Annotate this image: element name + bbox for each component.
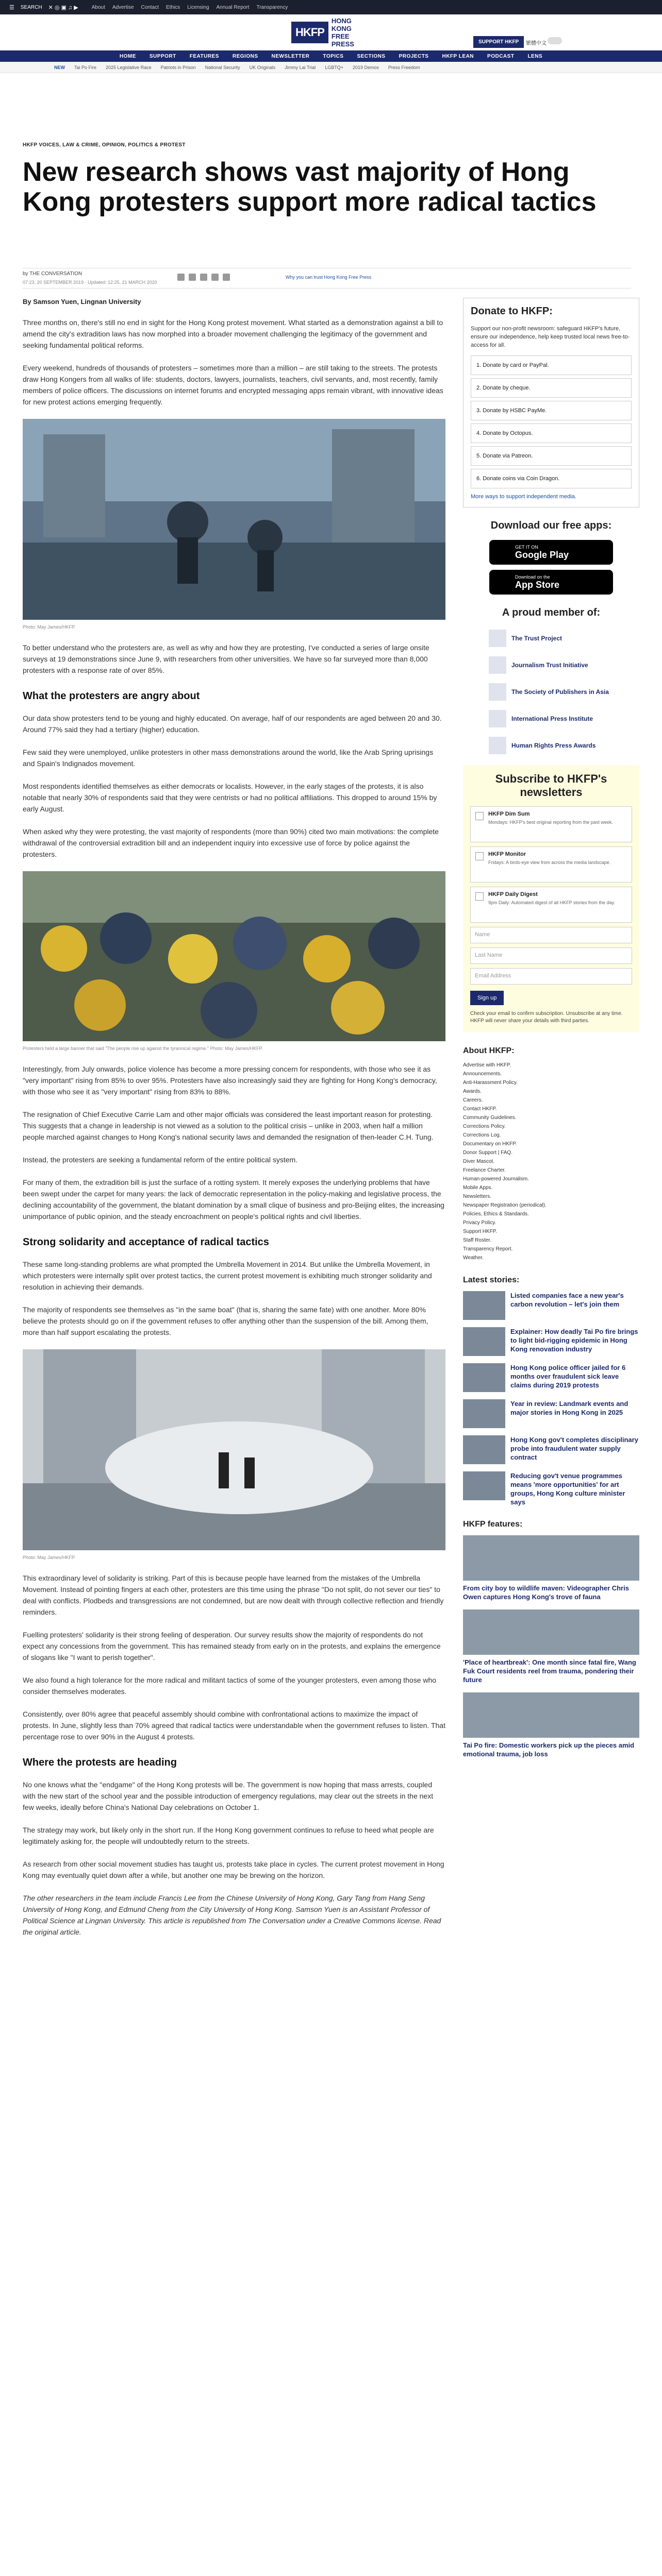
about-link[interactable]: Weather. xyxy=(463,1255,484,1261)
section-heading: Strong solidarity and acceptance of radical tactics xyxy=(23,1236,269,1248)
social-icons[interactable]: ✕ ◎ ▣ ♫ ▶ xyxy=(48,4,78,11)
trending-link[interactable]: LGBTQ+ xyxy=(325,64,343,70)
paragraph: Most respondents identified themselves as either democrats or localists. However, in the early stages of the protests, it is also notable that nearly 30% of respondents said that they were centrists or had no political affiliations. This dropped to around 15% by early August. xyxy=(23,782,437,813)
about-link[interactable]: Mobile Apps. xyxy=(463,1185,493,1191)
about-link[interactable]: Staff Roster. xyxy=(463,1238,491,1243)
paragraph: Fuelling protesters' solidarity is their strong feeling of desperation. Our survey results show the majority of respondents do not expect any concessions from the government. This has remained steady from early on in the protests, and explains the emergence of slogans like "I want to perish together". xyxy=(23,1631,441,1662)
about-link[interactable]: Transparency Report. xyxy=(463,1246,513,1252)
latest-title: Latest stories: xyxy=(463,1276,520,1284)
section-heading: What the protesters are angry about xyxy=(23,690,200,702)
about-link[interactable]: Freelance Charter. xyxy=(463,1167,506,1173)
trending-bar xyxy=(0,62,662,73)
latest-story[interactable] xyxy=(463,1471,639,1506)
story-title[interactable]: Hong Kong police officer jailed for 6 months over fraudulent sick leave claims during 2019 protests xyxy=(510,1364,626,1389)
nav-regions[interactable]: REGIONS xyxy=(232,53,258,59)
about-link[interactable]: Community Guidelines. xyxy=(463,1115,517,1121)
story-title[interactable]: Year in review: Landmark events and major stories in Hong Kong in 2025 xyxy=(510,1400,628,1416)
trust-link[interactable]: Why you can trust Hong Kong Free Press xyxy=(286,275,372,280)
checkbox[interactable] xyxy=(475,892,484,901)
about-link[interactable]: Newspaper Registration (periodical). xyxy=(463,1202,547,1208)
member-logo[interactable]: The Society of Publishers in Asia xyxy=(489,681,639,703)
about-title: About HKFP: xyxy=(463,1046,515,1055)
search-button[interactable]: SEARCH xyxy=(20,4,42,10)
about-section xyxy=(463,1046,639,1262)
about-link[interactable]: Privacy Policy. xyxy=(463,1220,496,1226)
about-link[interactable]: Awards. xyxy=(463,1089,482,1094)
about-link[interactable]: Advertise with HKFP. xyxy=(463,1062,511,1068)
email-input[interactable]: Email Address xyxy=(470,968,632,985)
paragraph: Three months on, there's still no end in sight for the Hong Kong protest movement. What started as a demonstration against a bill to amend the city's extradition laws has now morphed into a broader movement challenging the legitimacy of the government and seeking fundamental political reforms. xyxy=(23,318,443,349)
paragraph: Our data show protesters tend to be young and highly educated. On average, half of our respondents are aged between 20 and 30. Around 77% said they had a tertiary (higher) education. xyxy=(23,714,442,734)
paragraph: Every weekend, hundreds of thousands of protesters – sometimes more than a million – are still taking to the streets. The protests draw Hong Kongers from all walks of life: students, doctors, lawyers, journalists, teachers, civil servants, and, most recently, family members of police officers. The discussions on internet forums and encrypted messaging apps remain vibrant, with innovative ideas for new protest actions emerging frequently. xyxy=(23,364,443,406)
features-title: HKFP features: xyxy=(463,1520,523,1529)
about-link[interactable]: Diver Mascot. xyxy=(463,1159,495,1164)
latest-story[interactable] xyxy=(463,1435,639,1464)
donate-intro: Support our non-profit newsroom: safeguard HKFP's future, ensure our independence, help keep trusted local news free-to-access for all. xyxy=(471,326,630,348)
paragraph: The strategy may work, but likely only in the short run. If the Hong Kong government continues to refuse to heed what people are legitimately asking for, the people will undoubtedly return to the streets. xyxy=(23,1826,434,1845)
protest-photo-2 xyxy=(23,871,445,1041)
about-link[interactable]: Policies, Ethics & Standards. xyxy=(463,1211,529,1217)
about-link[interactable]: Anti-Harassment Policy. xyxy=(463,1080,518,1086)
link-about[interactable]: About xyxy=(91,4,105,10)
language-link[interactable]: 繁體中文 xyxy=(526,41,547,46)
about-link[interactable]: Donor Support | FAQ. xyxy=(463,1150,512,1156)
newsletter-option[interactable]: HKFP Daily Digest 9pm Daily: Automated digest of all HKFP stories from the day. xyxy=(470,887,632,923)
protest-photo-1 xyxy=(23,419,445,620)
jti-icon xyxy=(489,656,506,674)
nav-features[interactable]: FEATURES xyxy=(189,53,219,59)
paragraph: As research from other social movement studies has taught us, protests take place in cycles. The current protest movement in Hong Kong may eventually quiet down after a while, but another one may be brewing on the horizon. xyxy=(23,1860,444,1879)
link-annual-report[interactable]: Annual Report xyxy=(216,4,250,10)
about-link[interactable]: Careers. xyxy=(463,1097,483,1103)
feature-image[interactable] xyxy=(463,1692,639,1738)
print-icon[interactable] xyxy=(223,274,230,281)
apps-title: Download our free apps: xyxy=(490,520,612,531)
paragraph: Interestingly, from July onwards, police violence has become a more pressing concern for respondents, with those who see it as "very important" rising from 85% to over 95%. Protesters have also increasingly said they are fighting for Hong Kong's democracy, with those who see it as "very important" rising from 83% to 88%. xyxy=(23,1065,437,1096)
story-title[interactable]: Reducing gov't venue programmes means 'more opportunities' for art groups, Hong Kong culture minister says xyxy=(510,1472,625,1506)
story-thumbnail[interactable] xyxy=(463,1327,505,1356)
name-input[interactable]: Name xyxy=(470,927,632,943)
hrpa-icon xyxy=(489,737,506,754)
article-photo xyxy=(23,1349,445,1552)
paragraph: When asked why they were protesting, the vast majority of respondents (more than 90%) cited two main motivations: the complete withdrawal of the controversial extradition bill and an independent inquiry into excessive use of force by police against the protesters. xyxy=(23,827,439,858)
about-link[interactable]: Newsletters. xyxy=(463,1194,492,1199)
feature-story[interactable] xyxy=(463,1609,639,1684)
nav-newsletter[interactable]: NEWSLETTER xyxy=(271,53,310,59)
nav-lens[interactable]: LENS xyxy=(527,53,543,59)
link-transparency[interactable]: Transparency xyxy=(256,4,288,10)
nav-hkfp-lean[interactable]: HKFP LEAN xyxy=(442,53,474,59)
donate-option[interactable]: 1. Donate by card or PayPal. xyxy=(471,355,632,375)
paragraph: To better understand who the protesters are, as well as why and how they are protesting, I've conducted a series of large onsite surveys at 19 demonstrations since June 9, with researchers from other universities. We have so far surveyed more than 8,000 protesters with a response rate of over 85%. xyxy=(23,643,429,674)
menu-icon[interactable]: ☰ xyxy=(9,4,14,11)
story-title[interactable]: Listed companies face a new year's carbon revolution – let's join them xyxy=(510,1292,624,1308)
facebook-icon[interactable] xyxy=(177,274,185,281)
google-play-button[interactable]: GET IT ON Google Play xyxy=(489,540,613,565)
feature-title[interactable]: From city boy to wildlife maven: Videographer Chris Owen captures Hong Kong's trove of fauna xyxy=(463,1584,629,1601)
section-heading: Where the protests are heading xyxy=(23,1757,177,1768)
donate-option[interactable]: 4. Donate by Octopus. xyxy=(471,423,632,443)
nav-support[interactable]: SUPPORT xyxy=(149,53,176,59)
sopa-icon xyxy=(489,683,506,701)
story-title[interactable]: Explainer: How deadly Tai Po fire brings to light bid-rigging epidemic in Hong Kong renovation industry xyxy=(510,1328,638,1353)
features-list xyxy=(463,1535,639,1758)
about-link[interactable]: Corrections Log. xyxy=(463,1132,501,1138)
nav-sections[interactable]: SECTIONS xyxy=(357,53,386,59)
donate-box xyxy=(463,298,639,507)
donate-option[interactable]: 5. Donate via Patreon. xyxy=(471,446,632,466)
article-photo xyxy=(23,419,445,621)
trending-link[interactable]: UK Originals xyxy=(249,64,276,70)
donate-title: Donate to HKFP: xyxy=(471,306,553,317)
donate-option[interactable]: 6. Donate coins via Coin Dragon. xyxy=(471,469,632,488)
link-licensing[interactable]: Licensing xyxy=(187,4,209,10)
newsletter-option[interactable]: HKFP Dim Sum Mondays: HKFP's best original reporting from the past week. xyxy=(470,806,632,842)
newsletter-box xyxy=(463,765,639,1032)
trending-link[interactable]: Tai Po Fire xyxy=(74,64,97,70)
signup-button[interactable]: Sign up xyxy=(470,991,504,1005)
paragraph: This extraordinary level of solidarity is striking. Part of this is because people have learned from the mistakes of the Umbrella Movement. Instead of pointing fingers at each other, protesters are this time using the phrase "Do not split, do not sever our ties" to deal with conflicts. Plodbeds and transgressions are not condemned, but are now dealt with through collective reflection and friendly reminders. xyxy=(23,1574,444,1616)
about-link[interactable]: Corrections Policy. xyxy=(463,1124,506,1129)
photo-caption: Photo: May James/HKFP. xyxy=(23,1555,76,1560)
ipi-icon xyxy=(489,710,506,727)
sidebar xyxy=(463,298,639,1767)
story-title[interactable]: Hong Kong gov't completes disciplinary probe into fraudulent water supply contract xyxy=(510,1436,638,1461)
paragraph: Few said they were unemployed, unlike protesters in other mass demonstrations around the world, like the Arab Spring uprisings and Spain's Indignados movement. xyxy=(23,748,434,768)
page-title: New research shows vast majority of Hong Kong protesters support more radical tactics xyxy=(23,157,597,217)
new-label: NEW xyxy=(54,64,65,70)
story-thumbnail[interactable] xyxy=(463,1399,505,1428)
protest-photo-3 xyxy=(23,1349,445,1550)
member-logo[interactable]: Human Rights Press Awards xyxy=(489,734,639,757)
x-icon[interactable] xyxy=(189,274,196,281)
app-store-button[interactable]: Download on the App Store xyxy=(489,570,613,595)
paragraph: The majority of respondents see themselves as "in the same boat" (that is, sharing the same fate) with one another. More 80% believe the protests should go on if the government refuses to offer anything other than the suspension of the bill. Among them, more than half support escalating the protests. xyxy=(23,1306,428,1336)
about-link[interactable]: Human-powered Journalism. xyxy=(463,1176,529,1182)
whatsapp-icon[interactable] xyxy=(200,274,207,281)
newsletter-title: Subscribe to HKFP's newsletters xyxy=(495,772,607,799)
site-header xyxy=(0,14,662,50)
trending-link[interactable]: Patriots in Prison xyxy=(160,64,196,70)
latest-story[interactable] xyxy=(463,1399,639,1428)
member-logo[interactable]: International Press Institute xyxy=(489,707,639,730)
feature-story[interactable] xyxy=(463,1535,639,1601)
byline: by THE CONVERSATION xyxy=(23,271,82,277)
feature-image[interactable] xyxy=(463,1535,639,1581)
article-body xyxy=(23,298,445,1949)
nav-projects[interactable]: PROJECTS xyxy=(399,53,429,59)
donate-option[interactable]: 2. Donate by cheque. xyxy=(471,378,632,398)
byline-bar xyxy=(23,268,631,289)
email-icon[interactable] xyxy=(211,274,219,281)
link-advertise[interactable]: Advertise xyxy=(112,4,134,10)
about-link[interactable]: Announcements. xyxy=(463,1071,502,1077)
photo-caption: Protesters held a large banner that said "The people rise up against the tyrannical regime." Photo: May James/HKFP. xyxy=(23,1046,263,1051)
nav-podcast[interactable]: PODCAST xyxy=(487,53,515,59)
story-thumbnail[interactable] xyxy=(463,1291,505,1320)
latest-section xyxy=(463,1276,639,1506)
about-link[interactable]: Contact HKFP. xyxy=(463,1106,497,1112)
article-photo xyxy=(23,871,445,1043)
checkbox[interactable] xyxy=(475,812,484,820)
story-thumbnail[interactable] xyxy=(463,1471,505,1500)
site-logo[interactable]: HKFP HONG KONG FREE PRESS xyxy=(291,20,369,45)
story-thumbnail[interactable] xyxy=(463,1363,505,1392)
trending-link[interactable]: 2019 Demos xyxy=(352,64,379,70)
donate-more-link[interactable]: More ways to support independent media. xyxy=(471,494,576,500)
paragraph: Consistently, over 80% agree that peaceful assembly should combine with confrontational actions to maximize the impact of protests. In June, slightly less than 70% agreed that radical tactics were understandable when the government refuses to listen. That percentage rose to over 90% in the August 4 protests. xyxy=(23,1710,445,1741)
latest-story[interactable] xyxy=(463,1327,639,1356)
feature-story[interactable] xyxy=(463,1692,639,1758)
feature-image[interactable] xyxy=(463,1609,639,1655)
paragraph: These same long-standing problems are what prompted the Umbrella Movement in 2014. But unlike the Umbrella Movement, in which protesters were internally split over protest tactics, the current protest movement is exhibiting much stronger solidarity and resolution in achieving their demands. xyxy=(23,1260,432,1291)
about-link[interactable]: Documentary on HKFP. xyxy=(463,1141,517,1147)
member-logo[interactable]: Journalism Trust Initiative xyxy=(489,654,639,676)
article-categories[interactable]: HKFP VOICES, LAW & CRIME, OPINION, POLITICS & PROTEST xyxy=(23,142,186,148)
about-link[interactable]: Support HKFP. xyxy=(463,1229,497,1234)
author-line[interactable]: By Samson Yuen, Lingnan University xyxy=(23,298,141,306)
main-nav xyxy=(0,50,662,62)
paragraph: The resignation of Chief Executive Carrie Lam and other major officials was considered the least important reason for protesting. This suggests that a change in leadership is not viewed as a solution to the political crisis – unlike in 2003, when half a million people marched against changes to Hong Kong's national security laws and demanded the resignation of then-leader C.H. Tung. xyxy=(23,1110,434,1141)
paragraph: Instead, the protesters are seeking a fundamental reform of the entire political system. xyxy=(23,1156,298,1164)
trending-link[interactable]: National Security xyxy=(205,64,240,70)
utility-bar xyxy=(0,0,662,14)
nav-topics[interactable]: TOPICS xyxy=(323,53,344,59)
trending-link[interactable]: Press Freedom xyxy=(388,64,420,70)
paragraph: No one knows what the "endgame" of the Hong Kong protests will be. The government is now hoping that mass arrests, coupled with the new start of the school year and the possible introduction of emergency regulations, may clear out the streets in the next few weeks, ideally before China's National Day celebrations on October 1. xyxy=(23,1781,434,1811)
member-title: A proud member of: xyxy=(502,607,601,618)
newsletter-option[interactable]: HKFP Monitor Fridays: A birds-eye view from across the media landscape. xyxy=(470,846,632,883)
feature-title[interactable]: Tai Po fire: Domestic workers pick up the pieces amid emotional trauma, job loss xyxy=(463,1741,635,1758)
photo-caption: Photo: May James/HKFP. xyxy=(23,624,76,630)
link-contact[interactable]: Contact xyxy=(141,4,159,10)
about-links xyxy=(463,1061,639,1262)
latest-story[interactable] xyxy=(463,1291,639,1320)
link-ethics[interactable]: Ethics xyxy=(166,4,180,10)
trust-project-icon xyxy=(489,630,506,647)
feature-title[interactable]: 'Place of heartbreak': One month since fatal fire, Wang Fuk Court residents reel from trauma, pondering their future xyxy=(463,1658,636,1684)
paragraph: We also found a high tolerance for the more radical and militant tactics of some of the younger protesters, even among those who consider themselves moderates. xyxy=(23,1676,437,1696)
trending-link[interactable]: 2025 Legislative Race xyxy=(106,64,152,70)
dark-mode-toggle[interactable] xyxy=(548,37,562,44)
utility-links xyxy=(92,5,288,10)
story-thumbnail[interactable] xyxy=(463,1435,505,1464)
newsletter-note: Check your email to confirm subscription. Unsubscribe at any time. HKFP will never share your details with third parties. xyxy=(470,1011,623,1024)
share-icons xyxy=(177,274,230,281)
features-section xyxy=(463,1520,639,1758)
support-hkfp-button[interactable]: SUPPORT HKFP xyxy=(473,36,524,48)
latest-list xyxy=(463,1291,639,1506)
latest-story[interactable] xyxy=(463,1363,639,1392)
publish-dates: 07:23, 20 SEPTEMBER 2019 · Updated: 12:25, 21 MARCH 2020 xyxy=(23,280,157,285)
checkbox[interactable] xyxy=(475,852,484,860)
donate-option[interactable]: 3. Donate by HSBC PayMe. xyxy=(471,401,632,420)
nav-home[interactable]: HOME xyxy=(119,53,136,59)
last-name-input[interactable]: Last Name xyxy=(470,947,632,964)
paragraph: For many of them, the extradition bill is just the surface of a rotting system. It merely exposes the underlying problems that have been swept under the carpet for many years: the lack of democratic representation in the policy-making and legislative process, the declining accountability of the government, the blatant domination by a small clique of business and pro-Beijing elites, the increasing unimportance of public opinion, and the steady encroachment on people's political rights and civil liberties. xyxy=(23,1178,444,1221)
trending-link[interactable]: Jimmy Lai Trial xyxy=(285,64,316,70)
author-note: The other researchers in the team include Francis Lee from the Chinese University of Hong Kong, Gary Tang from Hang Seng University of Hong Kong, and Edmund Cheng from the City University of Hong Kong. Samson Yuen is an Assistant Professor of Political Science at Lingnan University. This article is republished from The Conversation under a Creative Commons license. Read the original article. xyxy=(23,1894,441,1936)
member-logo[interactable]: The Trust Project xyxy=(489,627,639,650)
